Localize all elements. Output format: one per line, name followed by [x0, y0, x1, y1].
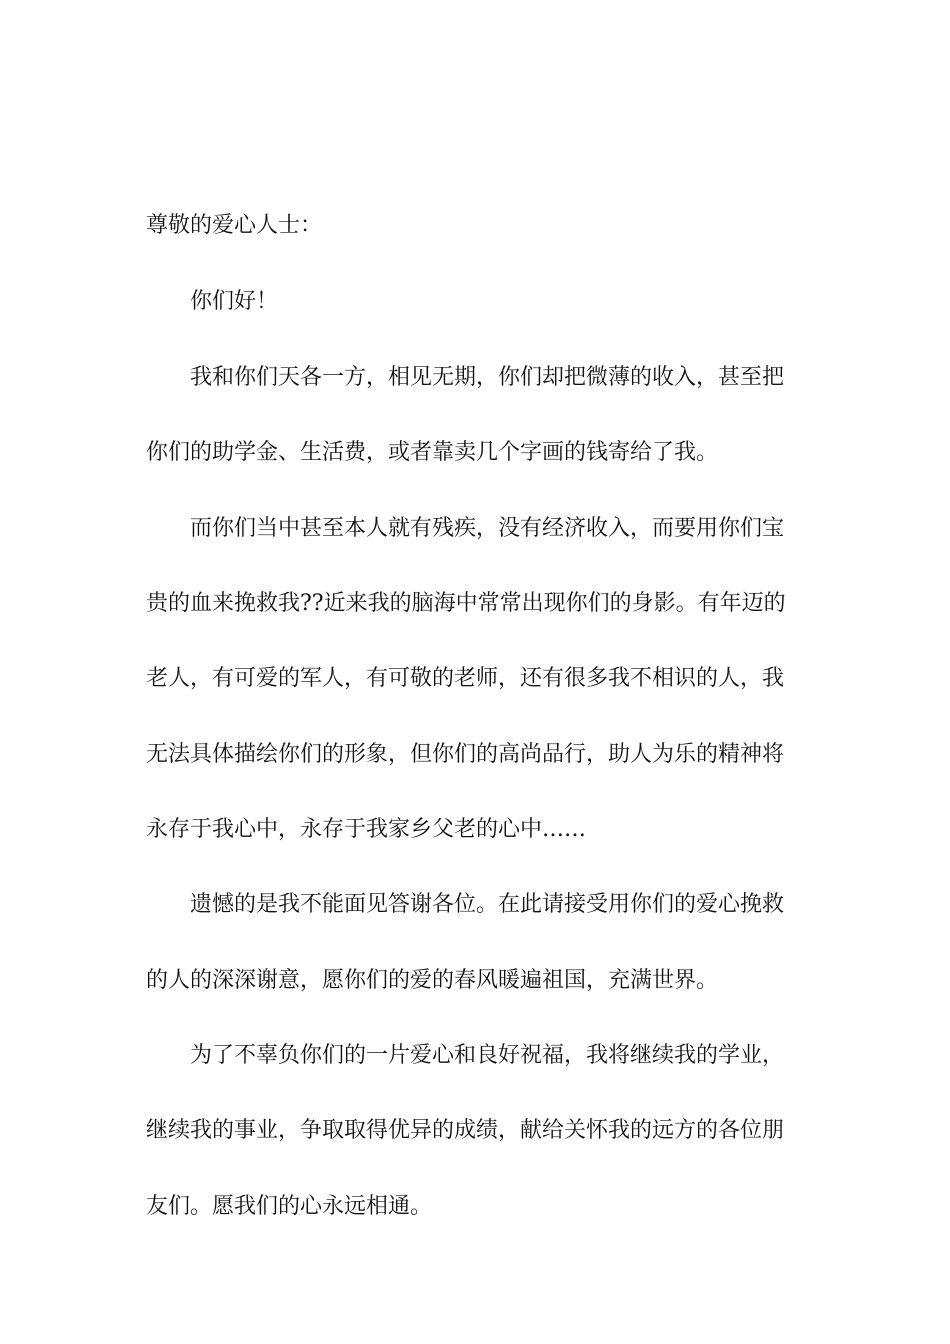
text-line: 无法具体描绘你们的形象，但你们的高尚品行，助人为乐的精神将 — [146, 742, 785, 767]
text-line: 贵的血来挽救我??近来我的脑海中常常出现你们的身影。有年迈的 — [146, 591, 786, 616]
text-line: 你们的助学金、生活费，或者靠卖几个字画的钱寄给了我。 — [146, 440, 719, 465]
salutation: 尊敬的爱心人士： — [146, 213, 323, 238]
text-line: 继续我的事业，争取取得优异的成绩，献给关怀我的远方的各位朋 — [146, 1118, 785, 1143]
text-line: 的人的深深谢意，愿你们的爱的春风暖遍祖国，充满世界。 — [146, 968, 719, 993]
text-line: 我和你们天各一方，相见无期，你们却把微薄的收入，甚至把 — [190, 365, 785, 390]
text-line: 老人，有可爱的军人，有可敬的老师，还有很多我不相识的人，我 — [146, 666, 785, 691]
text-line: 而你们当中甚至本人就有残疾，没有经济收入，而要用你们宝 — [190, 516, 785, 541]
text-line: 遗憾的是我不能面见答谢各位。在此请接受用你们的爱心挽救 — [190, 892, 785, 917]
text-line: 你们好！ — [190, 289, 279, 314]
text-line: 友们。愿我们的心永远相通。 — [146, 1194, 433, 1219]
text-line: 永存于我心中，永存于我家乡父老的心中…… — [146, 817, 587, 842]
text-line: 为了不辜负你们的一片爱心和良好祝福，我将继续我的学业， — [190, 1043, 785, 1068]
